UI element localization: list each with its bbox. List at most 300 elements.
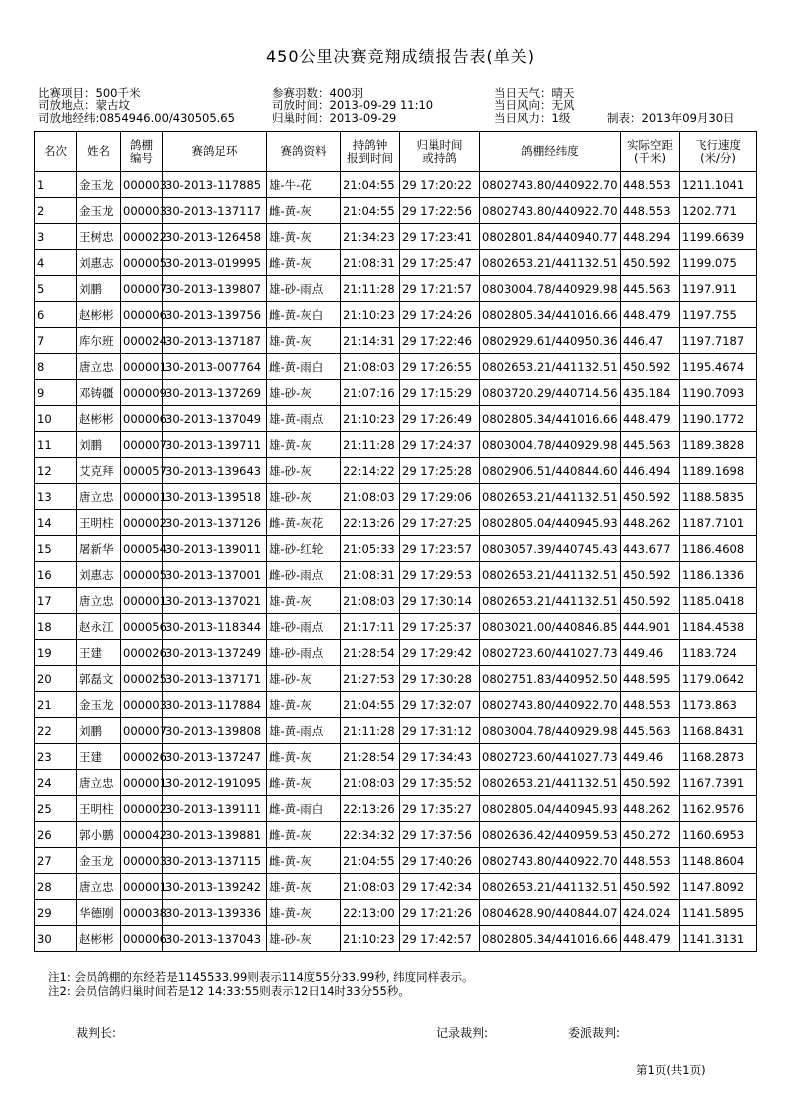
rank-cell: 11 (35, 432, 77, 458)
rank-cell: 22 (35, 718, 77, 744)
loft-id-cell: 000003 (121, 848, 163, 874)
table-row (35, 224, 757, 250)
speed-cell: 1195.4674 (680, 354, 757, 380)
info-count: 参赛羽数：400羽 (272, 86, 363, 100)
loft-id-cell: 000002 (121, 796, 163, 822)
ring-cell: 30-2013-137171 (163, 666, 267, 692)
distance-cell: 448.294 (621, 224, 680, 250)
distance-cell: 448.553 (621, 198, 680, 224)
info-project: 比赛项目：500千米 (38, 86, 141, 100)
return-time-cell: 29 17:30:28 (400, 666, 480, 692)
loft-id-cell: 000005 (121, 562, 163, 588)
speed-cell: 1184.4538 (680, 614, 757, 640)
rank-cell: 26 (35, 822, 77, 848)
loft-id-cell: 000038 (121, 900, 163, 926)
return-time-cell: 29 17:21:57 (400, 276, 480, 302)
rank-cell: 14 (35, 510, 77, 536)
clock-time-cell: 22:34:32 (341, 822, 400, 848)
loft-id-cell: 000042 (121, 822, 163, 848)
rank-cell: 23 (35, 744, 77, 770)
clock-time-cell: 21:10:23 (341, 926, 400, 952)
bird-info-cell: 雄-黄-灰 (267, 224, 341, 250)
coords-cell: 0802805.04/440945.93 (480, 510, 621, 536)
clock-time-cell: 22:13:26 (341, 510, 400, 536)
table-row (35, 614, 757, 640)
speed-cell: 1183.724 (680, 640, 757, 666)
report-title: 450公里决赛竞翔成绩报告表(单关) (265, 47, 536, 66)
return-time-cell: 29 17:20:22 (400, 172, 480, 198)
clock-time-cell: 21:08:03 (341, 484, 400, 510)
bird-info-cell: 雄-黄-灰 (267, 588, 341, 614)
table-row (35, 406, 757, 432)
name-cell: 赵永江 (77, 614, 121, 640)
ring-cell: 30-2013-139881 (163, 822, 267, 848)
loft-id-cell: 000007 (121, 276, 163, 302)
table-header-row (35, 132, 757, 172)
return-time-cell: 29 17:25:47 (400, 250, 480, 276)
table-row (35, 276, 757, 302)
return-time-cell: 29 17:23:57 (400, 536, 480, 562)
column-header: 赛鸽资料 (267, 132, 341, 172)
speed-cell: 1141.3131 (680, 926, 757, 952)
clock-time-cell: 21:04:55 (341, 172, 400, 198)
clock-time-cell: 22:13:26 (341, 796, 400, 822)
ring-cell: 30-2013-137117 (163, 198, 267, 224)
signature-judge: 裁判长: (76, 1026, 117, 1040)
loft-id-cell: 000007 (121, 718, 163, 744)
ring-cell: 30-2013-139808 (163, 718, 267, 744)
loft-id-cell: 000024 (121, 328, 163, 354)
bird-info-cell: 雌-黄-灰 (267, 744, 341, 770)
name-cell: 王明柱 (77, 510, 121, 536)
return-time-cell: 29 17:24:26 (400, 302, 480, 328)
distance-cell: 424.024 (621, 900, 680, 926)
bird-info-cell: 雌-砂-雨点 (267, 562, 341, 588)
speed-cell: 1197.7187 (680, 328, 757, 354)
info-coords: 司放地经纬:0854946.00/430505.65 (38, 111, 235, 125)
bird-info-cell: 雌-黄-灰 (267, 770, 341, 796)
speed-cell: 1148.8604 (680, 848, 757, 874)
return-time-cell: 29 17:30:14 (400, 588, 480, 614)
coords-cell: 0802653.21/441132.51 (480, 562, 621, 588)
rank-cell: 27 (35, 848, 77, 874)
ring-cell: 30-2013-117884 (163, 692, 267, 718)
distance-cell: 448.595 (621, 666, 680, 692)
distance-cell: 435.184 (621, 380, 680, 406)
coords-cell: 0802805.04/440945.93 (480, 796, 621, 822)
return-time-cell: 29 17:15:29 (400, 380, 480, 406)
speed-cell: 1187.7101 (680, 510, 757, 536)
bird-info-cell: 雄-砂-灰 (267, 666, 341, 692)
ring-cell: 30-2013-137049 (163, 406, 267, 432)
name-cell: 金玉龙 (77, 692, 121, 718)
name-cell: 赵彬彬 (77, 926, 121, 952)
bird-info-cell: 雌-黄-灰 (267, 250, 341, 276)
bird-info-cell: 雄-黄-灰 (267, 874, 341, 900)
loft-id-cell: 000001 (121, 770, 163, 796)
bird-info-cell: 雄-砂-灰 (267, 458, 341, 484)
distance-cell: 449.46 (621, 744, 680, 770)
distance-cell: 450.272 (621, 822, 680, 848)
column-header: 鸽棚 编号 (121, 132, 163, 172)
bird-info-cell: 雄-砂-雨点 (267, 276, 341, 302)
coords-cell: 0802805.34/441016.66 (480, 302, 621, 328)
bird-info-cell: 雄-砂-雨点 (267, 640, 341, 666)
coords-cell: 0802929.61/440950.36 (480, 328, 621, 354)
ring-cell: 30-2013-117885 (163, 172, 267, 198)
name-cell: 刘鹏 (77, 432, 121, 458)
coords-cell: 0803720.29/440714.56 (480, 380, 621, 406)
loft-id-cell: 000056 (121, 614, 163, 640)
info-return-time: 归巢时间：2013-09-29 (272, 111, 397, 125)
return-time-cell: 29 17:22:46 (400, 328, 480, 354)
rank-cell: 25 (35, 796, 77, 822)
clock-time-cell: 21:14:31 (341, 328, 400, 354)
table-row (35, 640, 757, 666)
table-row (35, 666, 757, 692)
speed-cell: 1185.0418 (680, 588, 757, 614)
clock-time-cell: 21:34:23 (341, 224, 400, 250)
coords-cell: 0802636.42/440959.53 (480, 822, 621, 848)
table-row (35, 926, 757, 952)
loft-id-cell: 000003 (121, 172, 163, 198)
bird-info-cell: 雄-砂-灰 (267, 926, 341, 952)
rank-cell: 9 (35, 380, 77, 406)
bird-info-cell: 雄-黄-灰 (267, 328, 341, 354)
name-cell: 刘惠志 (77, 250, 121, 276)
table-row (35, 536, 757, 562)
column-header: 归巢时间 或持鸽 (400, 132, 480, 172)
distance-cell: 449.46 (621, 640, 680, 666)
bird-info-cell: 雌-黄-灰白 (267, 302, 341, 328)
rank-cell: 12 (35, 458, 77, 484)
column-header: 持鸽钟 报到时间 (341, 132, 400, 172)
ring-cell: 30-2013-137115 (163, 848, 267, 874)
name-cell: 郭小鹏 (77, 822, 121, 848)
distance-cell: 448.479 (621, 926, 680, 952)
ring-cell: 30-2013-139756 (163, 302, 267, 328)
name-cell: 唐立忠 (77, 874, 121, 900)
table-row (35, 744, 757, 770)
bird-info-cell: 雌-黄-灰 (267, 198, 341, 224)
ring-cell: 30-2013-118344 (163, 614, 267, 640)
distance-cell: 446.47 (621, 328, 680, 354)
return-time-cell: 29 17:23:41 (400, 224, 480, 250)
clock-time-cell: 21:10:23 (341, 302, 400, 328)
coords-cell: 0802751.83/440952.50 (480, 666, 621, 692)
name-cell: 金玉龙 (77, 172, 121, 198)
distance-cell: 445.563 (621, 432, 680, 458)
return-time-cell: 29 17:37:56 (400, 822, 480, 848)
loft-id-cell: 000001 (121, 874, 163, 900)
distance-cell: 450.592 (621, 484, 680, 510)
return-time-cell: 29 17:29:53 (400, 562, 480, 588)
name-cell: 唐立忠 (77, 354, 121, 380)
rank-cell: 24 (35, 770, 77, 796)
coords-cell: 0802723.60/441027.73 (480, 640, 621, 666)
bird-info-cell: 雄-砂-灰 (267, 380, 341, 406)
table-row (35, 354, 757, 380)
bird-info-cell: 雌-黄-灰花 (267, 510, 341, 536)
return-time-cell: 29 17:25:28 (400, 458, 480, 484)
speed-cell: 1141.5895 (680, 900, 757, 926)
loft-id-cell: 000001 (121, 354, 163, 380)
speed-cell: 1162.9576 (680, 796, 757, 822)
clock-time-cell: 22:14:22 (341, 458, 400, 484)
column-header: 飞行速度 (米/分) (680, 132, 757, 172)
coords-cell: 0802805.34/441016.66 (480, 926, 621, 952)
speed-cell: 1202.771 (680, 198, 757, 224)
speed-cell: 1197.755 (680, 302, 757, 328)
loft-id-cell: 000025 (121, 666, 163, 692)
table-row (35, 380, 757, 406)
rank-cell: 29 (35, 900, 77, 926)
clock-time-cell: 21:08:03 (341, 874, 400, 900)
distance-cell: 443.677 (621, 536, 680, 562)
clock-time-cell: 21:04:55 (341, 692, 400, 718)
return-time-cell: 29 17:21:26 (400, 900, 480, 926)
rank-cell: 13 (35, 484, 77, 510)
coords-cell: 0802653.21/441132.51 (480, 354, 621, 380)
coords-cell: 0803004.78/440929.98 (480, 276, 621, 302)
loft-id-cell: 000007 (121, 432, 163, 458)
clock-time-cell: 21:28:54 (341, 744, 400, 770)
speed-cell: 1179.0642 (680, 666, 757, 692)
table-row (35, 562, 757, 588)
distance-cell: 448.553 (621, 172, 680, 198)
table-row (35, 484, 757, 510)
distance-cell: 445.563 (621, 276, 680, 302)
info-wind-force: 当日风力：1级 (494, 111, 571, 125)
column-header: 名次 (35, 132, 77, 172)
bird-info-cell: 雄-黄-雨点 (267, 718, 341, 744)
bird-info-cell: 雌-黄-雨白 (267, 796, 341, 822)
info-weather: 当日天气：晴天 (494, 86, 575, 100)
name-cell: 赵彬彬 (77, 302, 121, 328)
rank-cell: 18 (35, 614, 77, 640)
rank-cell: 5 (35, 276, 77, 302)
ring-cell: 30-2013-139518 (163, 484, 267, 510)
rank-cell: 28 (35, 874, 77, 900)
clock-time-cell: 21:07:16 (341, 380, 400, 406)
ring-cell: 30-2013-139011 (163, 536, 267, 562)
loft-id-cell: 000006 (121, 302, 163, 328)
table-row (35, 874, 757, 900)
notes (48, 970, 474, 998)
loft-id-cell: 000006 (121, 406, 163, 432)
name-cell: 邓铸疆 (77, 380, 121, 406)
rank-cell: 16 (35, 562, 77, 588)
name-cell: 艾克拜 (77, 458, 121, 484)
loft-id-cell: 000003 (121, 198, 163, 224)
coords-cell: 0803004.78/440929.98 (480, 718, 621, 744)
table-row (35, 328, 757, 354)
column-header: 姓名 (77, 132, 121, 172)
bird-info-cell: 雄-砂-雨点 (267, 614, 341, 640)
table-row (35, 510, 757, 536)
ring-cell: 30-2013-137247 (163, 744, 267, 770)
distance-cell: 446.494 (621, 458, 680, 484)
speed-cell: 1190.7093 (680, 380, 757, 406)
results-table (34, 131, 757, 952)
name-cell: 王明柱 (77, 796, 121, 822)
loft-id-cell: 000003 (121, 692, 163, 718)
coords-cell: 0802653.21/441132.51 (480, 250, 621, 276)
speed-cell: 1197.911 (680, 276, 757, 302)
table-row (35, 822, 757, 848)
ring-cell: 30-2013-139336 (163, 900, 267, 926)
name-cell: 刘惠志 (77, 562, 121, 588)
clock-time-cell: 21:05:33 (341, 536, 400, 562)
column-header: 实际空距 (千米) (621, 132, 680, 172)
clock-time-cell: 21:11:28 (341, 718, 400, 744)
loft-id-cell: 000001 (121, 484, 163, 510)
name-cell: 金玉龙 (77, 848, 121, 874)
clock-time-cell: 21:27:53 (341, 666, 400, 692)
distance-cell: 448.262 (621, 796, 680, 822)
loft-id-cell: 000026 (121, 640, 163, 666)
speed-cell: 1186.1336 (680, 562, 757, 588)
clock-time-cell: 21:28:54 (341, 640, 400, 666)
clock-time-cell: 21:17:11 (341, 614, 400, 640)
bird-info-cell: 雄-砂-灰 (267, 484, 341, 510)
ring-cell: 30-2013-139111 (163, 796, 267, 822)
clock-time-cell: 21:08:31 (341, 250, 400, 276)
ring-cell: 30-2013-137043 (163, 926, 267, 952)
bird-info-cell: 雄-黄-雨点 (267, 406, 341, 432)
note-2: 注2: 会员信鸽归巢时间若是12 14:33:55则表示12日14时33分55秒。 (48, 984, 410, 998)
rank-cell: 17 (35, 588, 77, 614)
return-time-cell: 29 17:35:27 (400, 796, 480, 822)
bird-info-cell: 雌-黄-灰 (267, 848, 341, 874)
distance-cell: 450.592 (621, 588, 680, 614)
table-row (35, 302, 757, 328)
ring-cell: 30-2013-137001 (163, 562, 267, 588)
distance-cell: 450.592 (621, 562, 680, 588)
loft-id-cell: 000002 (121, 510, 163, 536)
speed-cell: 1147.8092 (680, 874, 757, 900)
rank-cell: 7 (35, 328, 77, 354)
speed-cell: 1160.6953 (680, 822, 757, 848)
return-time-cell: 29 17:27:25 (400, 510, 480, 536)
coords-cell: 0802743.80/440922.70 (480, 172, 621, 198)
clock-time-cell: 21:04:55 (341, 198, 400, 224)
info-location: 司放地点：蒙古坟 (38, 98, 130, 112)
bird-info-cell: 雌-黄-雨白 (267, 354, 341, 380)
coords-cell: 0803004.78/440929.98 (480, 432, 621, 458)
ring-cell: 30-2012-191095 (163, 770, 267, 796)
info-release-time: 司放时间：2013-09-29 11:10 (272, 98, 434, 112)
ring-cell: 30-2013-137249 (163, 640, 267, 666)
ring-cell: 30-2013-139807 (163, 276, 267, 302)
coords-cell: 0802653.21/441132.51 (480, 874, 621, 900)
ring-cell: 30-2013-137269 (163, 380, 267, 406)
return-time-cell: 29 17:22:56 (400, 198, 480, 224)
loft-id-cell: 000009 (121, 380, 163, 406)
speed-cell: 1168.2873 (680, 744, 757, 770)
distance-cell: 444.901 (621, 614, 680, 640)
coords-cell: 0802653.21/441132.51 (480, 484, 621, 510)
return-time-cell: 29 17:24:37 (400, 432, 480, 458)
clock-time-cell: 21:10:23 (341, 406, 400, 432)
distance-cell: 448.479 (621, 302, 680, 328)
coords-cell: 0803057.39/440745.43 (480, 536, 621, 562)
rank-cell: 20 (35, 666, 77, 692)
table-row (35, 692, 757, 718)
return-time-cell: 29 17:40:26 (400, 848, 480, 874)
name-cell: 王建 (77, 640, 121, 666)
distance-cell: 450.592 (621, 770, 680, 796)
ring-cell: 30-2013-139242 (163, 874, 267, 900)
table-row (35, 588, 757, 614)
coords-cell: 0802801.84/440940.77 (480, 224, 621, 250)
clock-time-cell: 21:08:03 (341, 588, 400, 614)
coords-cell: 0802743.80/440922.70 (480, 692, 621, 718)
clock-time-cell: 21:08:03 (341, 770, 400, 796)
bird-info-cell: 雄-黄-灰 (267, 432, 341, 458)
name-cell: 屠新华 (77, 536, 121, 562)
info-wind-direction: 当日风向：无风 (494, 98, 575, 112)
note-1: 注1: 会员鸽棚的东经若是1145533.99则表示114度55分33.99秒, 纬度同样表示。 (48, 970, 474, 984)
coords-cell: 0802906.51/440844.60 (480, 458, 621, 484)
coords-cell: 0804628.90/440844.07 (480, 900, 621, 926)
name-cell: 郭磊文 (77, 666, 121, 692)
bird-info-cell: 雌-黄-灰 (267, 822, 341, 848)
distance-cell: 448.553 (621, 848, 680, 874)
ring-cell: 30-2013-139643 (163, 458, 267, 484)
coords-cell: 0802743.80/440922.70 (480, 198, 621, 224)
table-body (35, 172, 757, 952)
table-row (35, 432, 757, 458)
rank-cell: 6 (35, 302, 77, 328)
ring-cell: 30-2013-137021 (163, 588, 267, 614)
ring-cell: 30-2013-137126 (163, 510, 267, 536)
ring-cell: 30-2013-019995 (163, 250, 267, 276)
name-cell: 赵彬彬 (77, 406, 121, 432)
return-time-cell: 29 17:35:52 (400, 770, 480, 796)
coords-cell: 0802723.60/441027.73 (480, 744, 621, 770)
name-cell: 刘鹏 (77, 718, 121, 744)
return-time-cell: 29 17:29:06 (400, 484, 480, 510)
name-cell: 唐立忠 (77, 484, 121, 510)
name-cell: 金玉龙 (77, 198, 121, 224)
distance-cell: 448.262 (621, 510, 680, 536)
speed-cell: 1190.1772 (680, 406, 757, 432)
speed-cell: 1173.863 (680, 692, 757, 718)
coords-cell: 0802743.80/440922.70 (480, 848, 621, 874)
speed-cell: 1189.1698 (680, 458, 757, 484)
table-row (35, 900, 757, 926)
name-cell: 王树忠 (77, 224, 121, 250)
distance-cell: 450.592 (621, 874, 680, 900)
page-indicator: 第1页(共1页) (636, 1063, 706, 1077)
speed-cell: 1167.7391 (680, 770, 757, 796)
clock-time-cell: 22:13:00 (341, 900, 400, 926)
ring-cell: 30-2013-007764 (163, 354, 267, 380)
clock-time-cell: 21:08:03 (341, 354, 400, 380)
coords-cell: 0802805.34/441016.66 (480, 406, 621, 432)
rank-cell: 8 (35, 354, 77, 380)
speed-cell: 1189.3828 (680, 432, 757, 458)
loft-id-cell: 000026 (121, 744, 163, 770)
rank-cell: 15 (35, 536, 77, 562)
distance-cell: 448.479 (621, 406, 680, 432)
loft-id-cell: 000005 (121, 250, 163, 276)
return-time-cell: 29 17:32:07 (400, 692, 480, 718)
rank-cell: 4 (35, 250, 77, 276)
coords-cell: 0803021.00/440846.85 (480, 614, 621, 640)
name-cell: 王建 (77, 744, 121, 770)
